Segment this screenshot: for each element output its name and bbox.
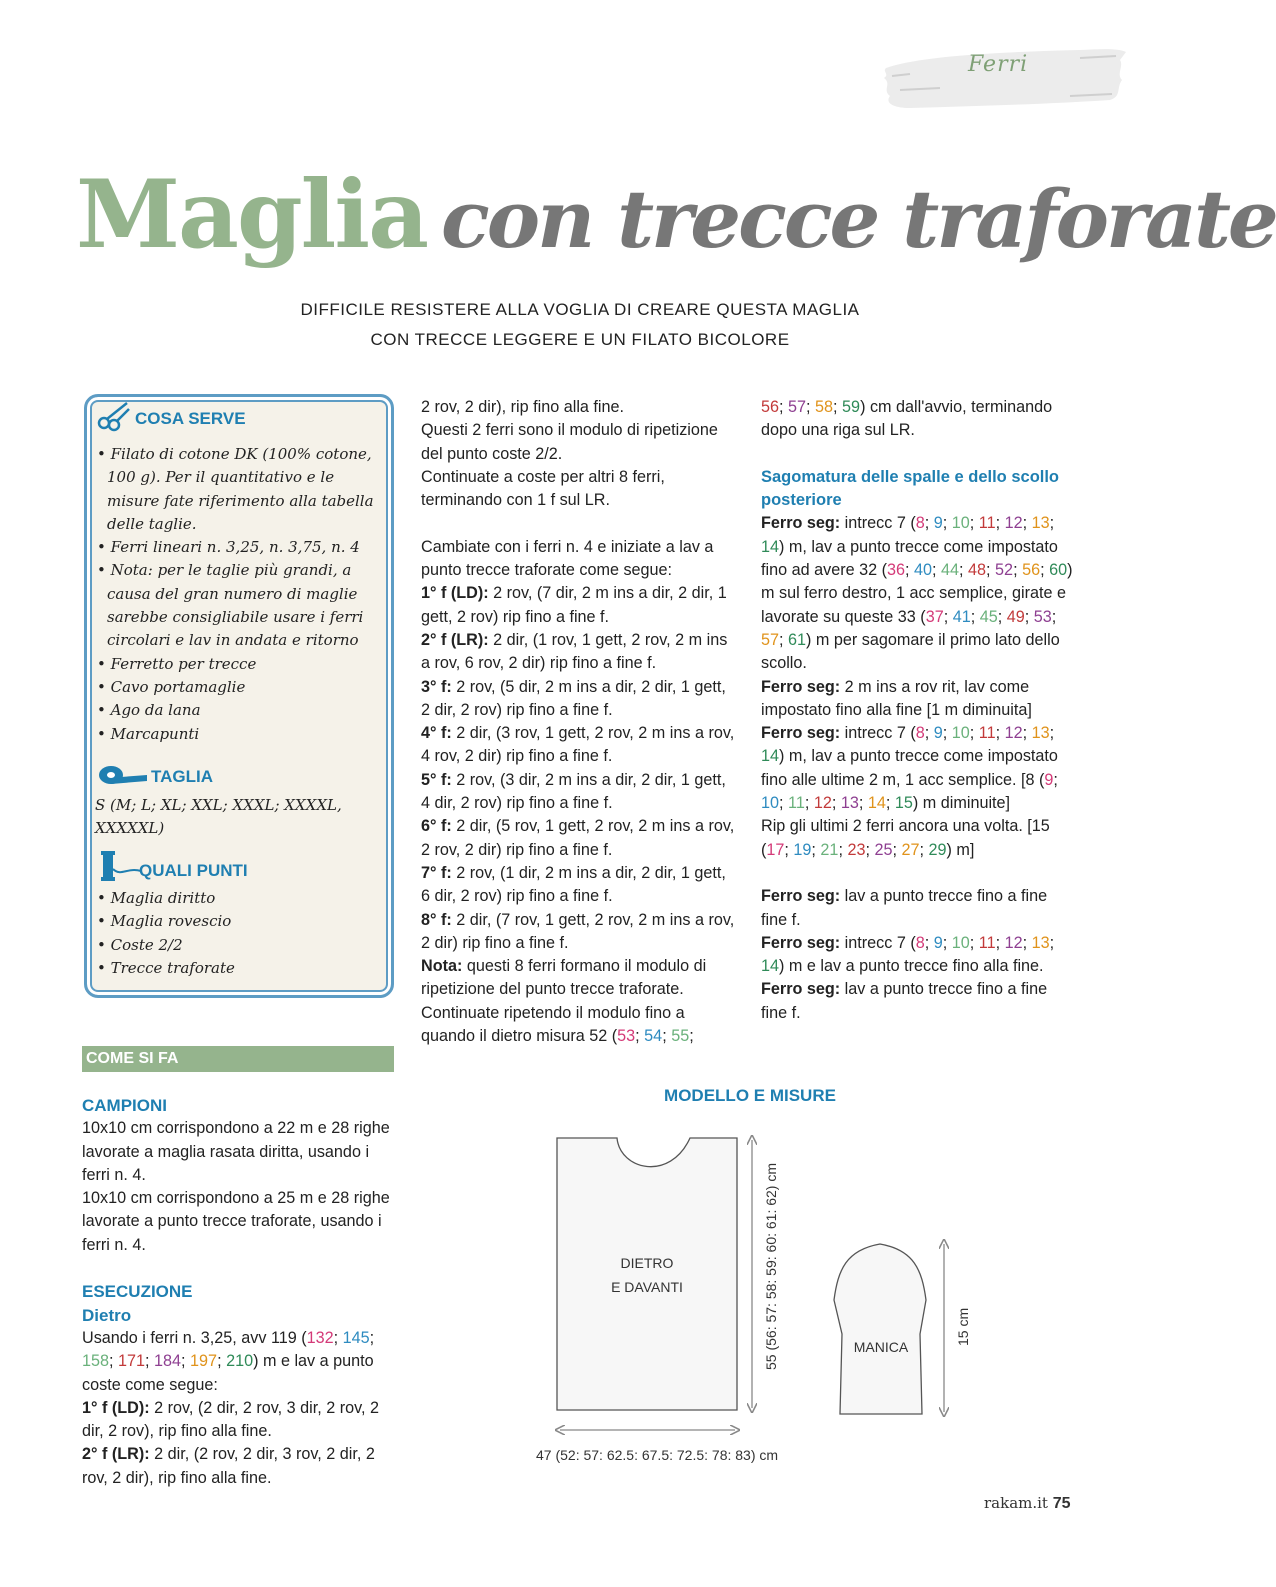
scissors-icon xyxy=(97,401,131,431)
body-label-2: E DAVANTI xyxy=(611,1279,683,1295)
height-label: 55 (56: 57: 58: 59: 60: 61: 62) cm xyxy=(763,1162,779,1370)
page-subtitle xyxy=(180,295,980,355)
sleeve-piece xyxy=(834,1244,926,1414)
schematic-diagram xyxy=(520,1130,990,1470)
campioni-heading: CAMPIONI xyxy=(82,1096,167,1115)
list-item: • Filato di cotone DK (100% cotone, 100 g). Per il quantitativo e le misure fate riferimento alla tabella delle taglie. xyxy=(97,443,387,536)
cosa-serve-heading: COSA SERVE xyxy=(135,409,246,428)
list-item: • Ferretto per trecce xyxy=(97,653,387,676)
pattern-row: 5° f: 2 rov, (3 dir, 2 m ins a dir, 2 dir, 1 gett, 4 dir, 2 rov) rip fino a fine f. xyxy=(421,770,726,813)
row-2-text: 2° f (LR): 2 dir, (2 rov, 2 dir, 3 rov, 2 dir, 2 rov, 2 dir), rip fino alla fine. xyxy=(82,1445,375,1487)
pattern-row: 6° f: 2 dir, (5 rov, 1 gett, 2 rov, 2 m ins a rov, 2 rov, 2 dir) rip fino a fine f. xyxy=(421,817,735,859)
page-number: 75 xyxy=(1052,1495,1071,1512)
sleeve-height-label: 15 cm xyxy=(955,1307,971,1346)
esecuzione-heading: ESECUZIONE xyxy=(82,1282,193,1302)
column-3-instructions xyxy=(761,396,1077,1025)
list-item: • Marcapunti xyxy=(97,723,387,746)
column-1-instructions xyxy=(82,1094,398,1490)
pattern-row: 1° f (LD): 2 rov, (7 dir, 2 m ins a dir, 2 dir, 1 gett, 2 rov) rip fino a fine f. xyxy=(421,584,727,626)
page-footer xyxy=(984,1494,1071,1513)
sleeve-label: MANICA xyxy=(853,1339,909,1355)
materials-list xyxy=(97,443,387,746)
shoulders-heading: Sagomatura delle spalle e dello scollo posteriore xyxy=(761,467,1060,510)
taglia-heading: TAGLIA xyxy=(151,767,214,786)
campioni-text-1: 10x10 cm corrispondono a 22 m e 28 righe lavorate a maglia rasata diritta, usando i ferri n. 4. xyxy=(82,1119,390,1184)
col3-b2: Ferro seg: 2 m ins a rov rit, lav come impostato fino alla fine [1 m diminuita] xyxy=(761,677,1032,719)
come-si-fa-bar: COME SI FA xyxy=(82,1046,394,1072)
section-label: Ferri xyxy=(968,52,1029,77)
page-title xyxy=(76,160,1276,270)
body-piece xyxy=(557,1138,737,1410)
col3-b6: Ferro seg: lav a punto trecce fino a fine fine f. xyxy=(761,980,1048,1022)
tape-measure-icon xyxy=(97,763,149,787)
col3-b4: Ferro seg: lav a punto trecce fino a fine fine f. xyxy=(761,887,1048,929)
quali-punti-heading: QUALI PUNTI xyxy=(139,861,248,880)
taglia-text: S (M; L; XL; XXL; XXXL; XXXXL, XXXXXL) xyxy=(95,796,342,838)
body-label-1: DIETRO xyxy=(620,1255,674,1271)
pattern-row: 4° f: 2 dir, (3 rov, 1 gett, 2 rov, 2 m ins a rov, 4 rov, 2 dir) rip fino a fine f. xyxy=(421,724,735,766)
col3-b5: Ferro seg: intrecc 7 (8; 9; 10; 11; 12; 13; 14) m e lav a punto trecce fino alla fine. xyxy=(761,933,1055,976)
pattern-row: 7° f: 2 rov, (1 dir, 2 m ins a dir, 2 dir, 1 gett, 6 dir, 2 rov) rip fino a fine f. xyxy=(421,863,726,906)
dietro-heading: Dietro xyxy=(82,1305,132,1325)
col2-p4: Continuate ripetendo il modulo fino a quando il dietro misura 52 (53; 54; 55; xyxy=(421,1003,694,1046)
list-item: • Coste 2/2 xyxy=(97,934,387,957)
site-name: rakam.it xyxy=(984,1494,1048,1512)
list-item: • Nota: per le taglie più grandi, a causa del gran numero di maglie sarebbe consigliabile usare i ferri circolari e lav in andata e ritorno xyxy=(97,559,387,652)
list-item: • Maglia rovescio xyxy=(97,910,387,933)
materials-box xyxy=(84,394,394,998)
col3-b1: Ferro seg: intrecc 7 (8; 9; 10; 11; 12; 13; 14) m, lav a punto trecce come impostato fino ad avere 32 (36; 40; 44; 48; 52; 56; 60) m sul ferro destro, 1 acc semplice, girate e lavorate su queste 33 (37; 41; 45; 49; 53; 57; 61) m per sagomare il primo lato dello scollo. xyxy=(761,514,1073,673)
avvio-text: Usando i ferri n. 3,25, avv 119 (132; 145; 158; 171; 184; 197; 210) m e lav a punto coste come segue: xyxy=(82,1328,375,1394)
col2-p2: Continuate a coste per altri 8 ferri, terminando con 1 f sul LR. xyxy=(421,467,665,510)
list-item: • Cavo portamaglie xyxy=(97,676,387,699)
list-item: • Ago da lana xyxy=(97,699,387,722)
list-item: • Maglia diritto xyxy=(97,887,387,910)
column-2-instructions xyxy=(421,396,737,1048)
col2-p3: Cambiate con i ferri n. 4 e iniziate a lav a punto trecce traforate come segue: xyxy=(421,537,714,580)
col3-rip: Rip gli ultimi 2 ferri ancora una volta. [15 (17; 19; 21; 23; 25; 27; 29) m] xyxy=(761,817,1050,859)
spool-icon xyxy=(97,849,143,883)
list-item: • Ferri lineari n. 3,25, n. 3,75, n. 4 xyxy=(97,536,387,559)
stitches-list xyxy=(97,887,387,980)
row-1-text: 1° f (LD): 2 rov, (2 dir, 2 rov, 3 dir, 2 rov, 2 dir, 2 rov), rip fino alla fine. xyxy=(82,1398,380,1441)
pattern-row: 2° f (LR): 2 dir, (1 rov, 1 gett, 2 rov, 2 m ins a rov, 6 rov, 2 dir) rip fino a fine f. xyxy=(421,630,728,673)
title-script: con trecce traforate xyxy=(441,172,1276,266)
subtitle-line-2: CON TRECCE LEGGERE E UN FILATO BICOLORE xyxy=(370,330,790,349)
subtitle-line-1: DIFFICILE RESISTERE ALLA VOGLIA DI CREARE QUESTA MAGLIA xyxy=(300,300,860,319)
pattern-row: 3° f: 2 rov, (5 dir, 2 m ins a dir, 2 dir, 1 gett, 2 dir, 2 rov) rip fino a fine f. xyxy=(421,677,726,719)
campioni-text-2: 10x10 cm corrispondono a 25 m e 28 righe lavorate a punto trecce traforate, usando i ferri n. 4. xyxy=(82,1189,390,1254)
pattern-row: 8° f: 2 dir, (7 rov, 1 gett, 2 rov, 2 m ins a rov, 2 dir) rip fino a fine f. xyxy=(421,910,735,952)
pattern-note: Nota: questi 8 ferri formano il modulo di ripetizione del punto trecce traforate. xyxy=(421,957,707,999)
diagram-title: MODELLO E MISURE xyxy=(664,1086,836,1105)
continued-text: 2 rov, 2 dir), rip fino alla fine. xyxy=(421,398,625,416)
col3-cont: 56; 57; 58; 59) cm dall'avvio, terminando dopo una riga sul LR. xyxy=(761,398,1053,440)
list-item: • Trecce traforate xyxy=(97,957,387,980)
width-label: 47 (52: 57: 62.5: 67.5: 72.5: 78: 83) cm xyxy=(536,1447,779,1463)
col3-b3: Ferro seg: intrecc 7 (8; 9; 10; 11; 12; 13; 14) m, lav a punto trecce come impostato fino alle ultime 2 m, 1 acc semplice. [8 (9; 10; 11; 12; 13; 14; 15) m diminuite] xyxy=(761,724,1058,813)
title-main: Maglia xyxy=(76,160,428,270)
col2-p1: Questi 2 ferri sono il modulo di ripetizione del punto coste 2/2. xyxy=(421,421,718,463)
